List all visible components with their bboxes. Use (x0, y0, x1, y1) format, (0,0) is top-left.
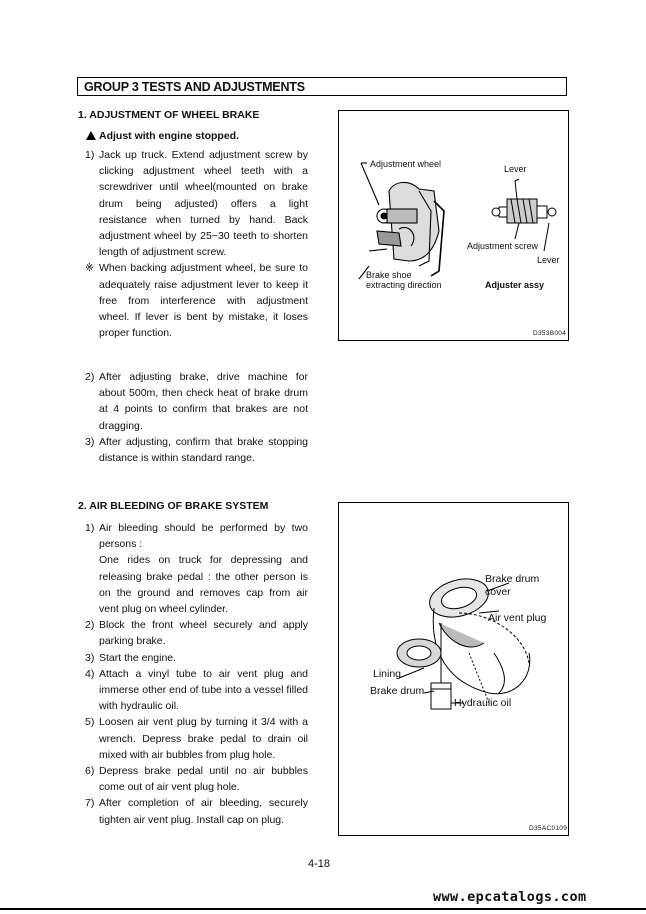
label-lever-top: Lever (504, 164, 527, 174)
brake-adjuster-illustration (339, 111, 570, 342)
label-brake-drum-cover-1: Brake drum (485, 573, 540, 585)
air-bleeding-figure (338, 502, 569, 836)
footer-url: www.epcatalogs.com (433, 889, 587, 905)
warning-line (86, 130, 239, 142)
figure1-code: D353B004 (533, 330, 567, 337)
step-3: 3) After adjusting, confirm that brake stopping distance is within standard range. (85, 435, 308, 465)
label-brake-shoe: Brake shoe (366, 270, 412, 280)
section2-steps (80, 520, 308, 828)
label-brake-drum: Brake drum (370, 685, 425, 697)
section2-title: 2. AIR BLEEDING OF BRAKE SYSTEM (78, 500, 269, 512)
label-lining: Lining (373, 668, 402, 680)
label-air-vent-plug: Air vent plug (488, 612, 547, 624)
warning-text: Adjust with engine stopped. (99, 130, 239, 142)
section1-steps-b (80, 369, 308, 466)
section1-title: 1. ADJUSTMENT OF WHEEL BRAKE (78, 109, 260, 121)
bottom-rule (0, 908, 646, 910)
warning-icon (86, 131, 96, 140)
adjuster-figure (338, 110, 569, 341)
step-2: 2) Block the front wheel securely and apply parking brake. (85, 619, 308, 648)
label-adjustment-screw: Adjustment screw (467, 241, 539, 251)
group-title: GROUP 3 TESTS AND ADJUSTMENTS (77, 77, 567, 96)
label-adjuster-assy: Adjuster assy (485, 280, 545, 290)
label-extracting-direction: extracting direction (366, 280, 442, 290)
label-hydraulic-oil: Hydraulic oil (454, 697, 512, 709)
label-lever-bottom: Lever (537, 255, 560, 265)
step-1: 1) Jack up truck. Extend adjustment screw by clicking adjustment wheel teeth with a screwdriver until wheel(mounted on brake drum being adjusted) offers a light resistance when turned by hand. Back adjustment wheel by 25~30 teeth to shorten length of adjustment screw. (85, 149, 308, 259)
label-brake-drum-cover-2: cover (485, 586, 511, 598)
step-1: 1) Air bleeding should be performed by two persons : One rides on truck for depressing and releasing brake pedal : the other person is on the ground and removes cap from air vent plug on wheel cylinder. (85, 522, 308, 616)
page-number: 4-18 (308, 858, 331, 870)
label-adjustment-wheel: Adjustment wheel (370, 159, 442, 169)
section1-steps-a (80, 147, 308, 341)
step-4: 4) Attach a vinyl tube to air vent plug and immerse other end of tube into a vessel filled with hydraulic oil. (85, 667, 308, 713)
step-5: 5) Loosen air vent plug by turning it 3/4 with a wrench. Depress brake pedal to drain oil mixed with air bubbles from plug hole. (85, 716, 308, 761)
figure2-code: D35AC0109 (529, 825, 568, 832)
step-3: 3) Start the engine. (85, 651, 177, 664)
step-6: 6) Depress brake pedal until no air bubbles come out of air vent plug hole. (85, 765, 308, 794)
step-2: 2) After adjusting brake, drive machine for about 500m, then check heat of brake drum at 4 points to confirm that brakes are not dragging. (85, 371, 308, 432)
note-step: ※ When backing adjustment wheel, be sure to adequately raise adjustment lever to keep it free from interference with adjustment wheel. If lever is bent by mistake, it loses proper function. (85, 262, 308, 340)
step-7: 7) After completion of air bleeding, securely tighten air vent plug. Install cap on plug. (85, 797, 308, 826)
